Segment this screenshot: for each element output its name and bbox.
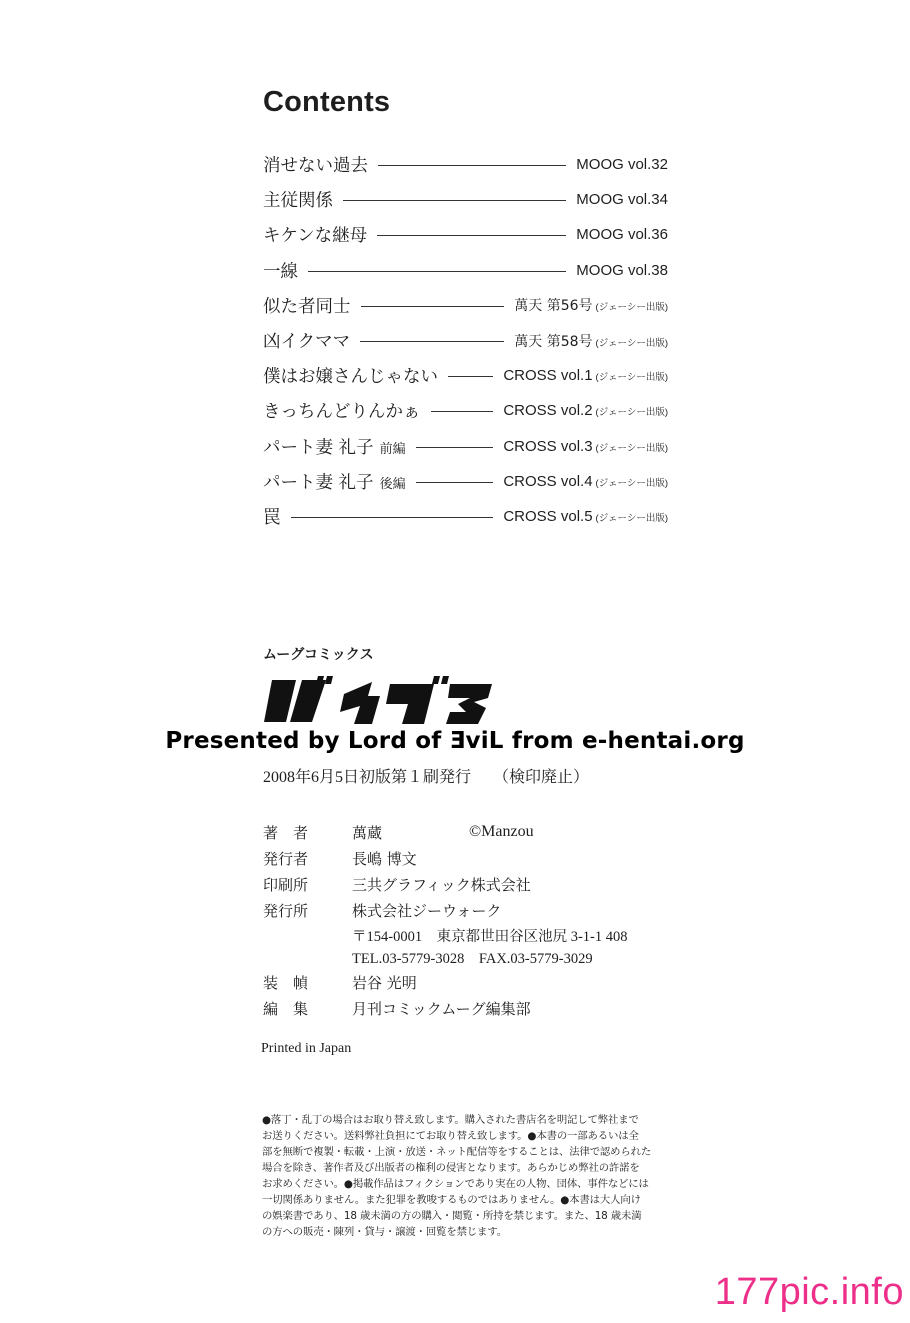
toc-part-label: 後編 bbox=[379, 476, 406, 492]
toc-title-text: キケンな継母 bbox=[263, 226, 368, 247]
editor-label: 編 集 bbox=[263, 1000, 309, 1018]
toc-title bbox=[263, 222, 367, 247]
toc-source-text: 萬天 第56号 bbox=[514, 298, 593, 315]
toc-source-text: MOOG vol.36 bbox=[576, 226, 668, 244]
editor-value: 月刊コミックムーグ編集部 bbox=[352, 1000, 531, 1018]
toc-publisher: (ジェーシー出版) bbox=[595, 442, 668, 454]
toc-publisher: (ジェーシー出版) bbox=[595, 477, 668, 489]
toc-publisher: (ジェーシー出版) bbox=[595, 302, 668, 314]
issuer-label: 発行所 bbox=[263, 902, 309, 920]
issuer-phone: TEL.03-5779-3028 FAX.03-5779-3029 bbox=[352, 951, 593, 967]
release-line bbox=[263, 764, 589, 787]
notice-line: お求めください。●掲載作品はフィクションであり実在の人物、団体、事件などには bbox=[262, 1178, 649, 1190]
printed-in-japan: Printed in Japan bbox=[261, 1041, 352, 1056]
copyright-text: ©Manzou bbox=[469, 823, 534, 840]
notice-line: ●落丁・乱丁の場合はお取り替え致します。購入された書店名を明記して弊社まで bbox=[262, 1114, 639, 1126]
toc-source-text: CROSS vol.1 bbox=[503, 367, 593, 385]
notice-line: 場合を除き、著作者及び出版者の権利の侵害となります。あらかじめ弊社の許諾を bbox=[262, 1162, 640, 1174]
toc-leader-line bbox=[361, 306, 505, 307]
toc-row bbox=[263, 358, 668, 393]
toc-title bbox=[263, 363, 438, 388]
toc-publisher: (ジェーシー出版) bbox=[595, 337, 668, 349]
toc-title-text: 僕はお嬢さんじゃない bbox=[263, 367, 438, 388]
toc-leader-line bbox=[448, 376, 493, 377]
toc-row bbox=[263, 217, 668, 252]
colophon bbox=[263, 820, 723, 1022]
author-label: 著 者 bbox=[263, 824, 309, 842]
notice-line: 一切関係ありません。また犯罪を教唆するものではありません。●本書は大人向け bbox=[262, 1194, 641, 1206]
toc-source-text: MOOG vol.38 bbox=[576, 261, 668, 279]
author-value: 萬蔵 bbox=[352, 824, 383, 842]
toc-source bbox=[503, 402, 668, 419]
watermark: 177pic.info bbox=[714, 1271, 904, 1313]
printer-value: 三共グラフィック株式会社 bbox=[352, 876, 531, 894]
notice-line: の方への販売・陳列・貸与・譲渡・回覧を禁じます。 bbox=[262, 1226, 507, 1238]
publisher-label: 発行者 bbox=[263, 850, 309, 868]
imprint-label: ムーグコミックス bbox=[263, 647, 374, 663]
toc-part-label: 前編 bbox=[379, 441, 406, 457]
toc-title bbox=[263, 187, 333, 212]
toc-title bbox=[263, 293, 351, 318]
toc-title bbox=[263, 434, 406, 459]
toc-title-text: 主従関係 bbox=[263, 191, 333, 212]
toc-publisher: (ジェーシー出版) bbox=[595, 512, 668, 524]
toc-source-text: MOOG vol.34 bbox=[576, 191, 668, 209]
toc-title-text: 凶イクママ bbox=[263, 332, 351, 353]
toc-title-text: 罠 bbox=[263, 507, 281, 528]
toc-source-text: 萬天 第58号 bbox=[514, 333, 593, 350]
toc-source bbox=[503, 473, 668, 490]
colophon-publisher-row bbox=[263, 846, 723, 872]
toc-title-text: 似た者同士 bbox=[263, 296, 351, 317]
toc-source-text: MOOG vol.32 bbox=[576, 156, 668, 174]
title-logo bbox=[262, 672, 494, 730]
toc-row bbox=[263, 499, 668, 534]
toc-row bbox=[263, 288, 668, 323]
contents-heading: Contents bbox=[263, 86, 391, 118]
toc-leader-line bbox=[377, 235, 566, 236]
toc-source bbox=[503, 367, 668, 384]
table-of-contents bbox=[263, 147, 668, 534]
toc-title bbox=[263, 398, 421, 423]
toc-source-text: CROSS vol.2 bbox=[503, 402, 593, 420]
design-label: 装 幀 bbox=[263, 974, 309, 992]
toc-source bbox=[514, 331, 668, 351]
toc-publisher: (ジェーシー出版) bbox=[595, 407, 668, 419]
toc-source bbox=[576, 191, 668, 208]
release-date: 2008年6月5日初版第１刷発行 bbox=[263, 769, 472, 786]
toc-leader-line bbox=[431, 411, 494, 412]
colophon-design-row bbox=[263, 970, 723, 996]
toc-row bbox=[263, 323, 668, 358]
toc-row bbox=[263, 393, 668, 428]
toc-leader-line bbox=[416, 482, 494, 483]
toc-row bbox=[263, 182, 668, 217]
toc-source bbox=[576, 156, 668, 173]
printer-label: 印刷所 bbox=[263, 876, 309, 894]
toc-source bbox=[503, 508, 668, 525]
toc-row bbox=[263, 429, 668, 464]
toc-publisher: (ジェーシー出版) bbox=[595, 372, 668, 384]
toc-source-text: CROSS vol.5 bbox=[503, 507, 593, 525]
toc-title-text: 一線 bbox=[263, 261, 298, 282]
toc-leader-line bbox=[360, 341, 504, 342]
issuer-value: 株式会社ジーウォーク bbox=[352, 902, 502, 920]
notice-line: の娯楽書であり、18 歳未満の方の購入・閲覧・所持を禁じます。また、18 歳未満 bbox=[262, 1210, 642, 1222]
toc-source bbox=[514, 295, 668, 315]
publisher-value: 長嶋 博文 bbox=[352, 850, 417, 868]
toc-title bbox=[263, 328, 350, 353]
toc-row bbox=[263, 253, 668, 288]
toc-leader-line bbox=[416, 447, 494, 448]
colophon-issuer-row bbox=[263, 898, 723, 970]
presented-by-banner: Presented by Lord of ƎviL from e-hentai.org bbox=[165, 728, 745, 754]
colophon-printer-row bbox=[263, 872, 723, 898]
toc-source-text: CROSS vol.4 bbox=[503, 472, 593, 490]
toc-title-text: 消せない過去 bbox=[263, 156, 368, 177]
toc-leader-line bbox=[291, 517, 494, 518]
colophon-author-row bbox=[263, 820, 723, 846]
toc-title-text: パート妻 礼子 bbox=[263, 472, 374, 493]
toc-source bbox=[576, 262, 668, 279]
release-note: （検印廃止） bbox=[493, 769, 590, 786]
toc-title bbox=[263, 504, 281, 529]
toc-title bbox=[263, 258, 298, 283]
notice-line: お送りください。送料弊社負担にてお取り替え致します。●本書の一部あるいは全 bbox=[262, 1130, 639, 1142]
toc-source bbox=[576, 226, 668, 243]
toc-leader-line bbox=[308, 271, 566, 272]
toc-source bbox=[503, 438, 668, 455]
toc-row bbox=[263, 147, 668, 182]
toc-leader-line bbox=[378, 165, 566, 166]
toc-leader-line bbox=[343, 200, 566, 201]
toc-row bbox=[263, 464, 668, 499]
toc-source-text: CROSS vol.3 bbox=[503, 437, 593, 455]
design-value: 岩谷 光明 bbox=[352, 974, 417, 992]
toc-title-text: パート妻 礼子 bbox=[263, 437, 374, 458]
issuer-address: 〒154-0001 東京都世田谷区池尻 3-1-1 408 bbox=[352, 929, 628, 945]
toc-title bbox=[263, 469, 406, 494]
toc-title bbox=[263, 152, 368, 177]
notice-line: 部を無断で複製・転載・上演・放送・ネット配信等をすることは、法律で認められた bbox=[262, 1146, 652, 1158]
legal-notice bbox=[262, 1112, 667, 1240]
toc-title-text: きっちんどりんかぁ bbox=[263, 402, 421, 423]
colophon-editor-row bbox=[263, 996, 723, 1022]
